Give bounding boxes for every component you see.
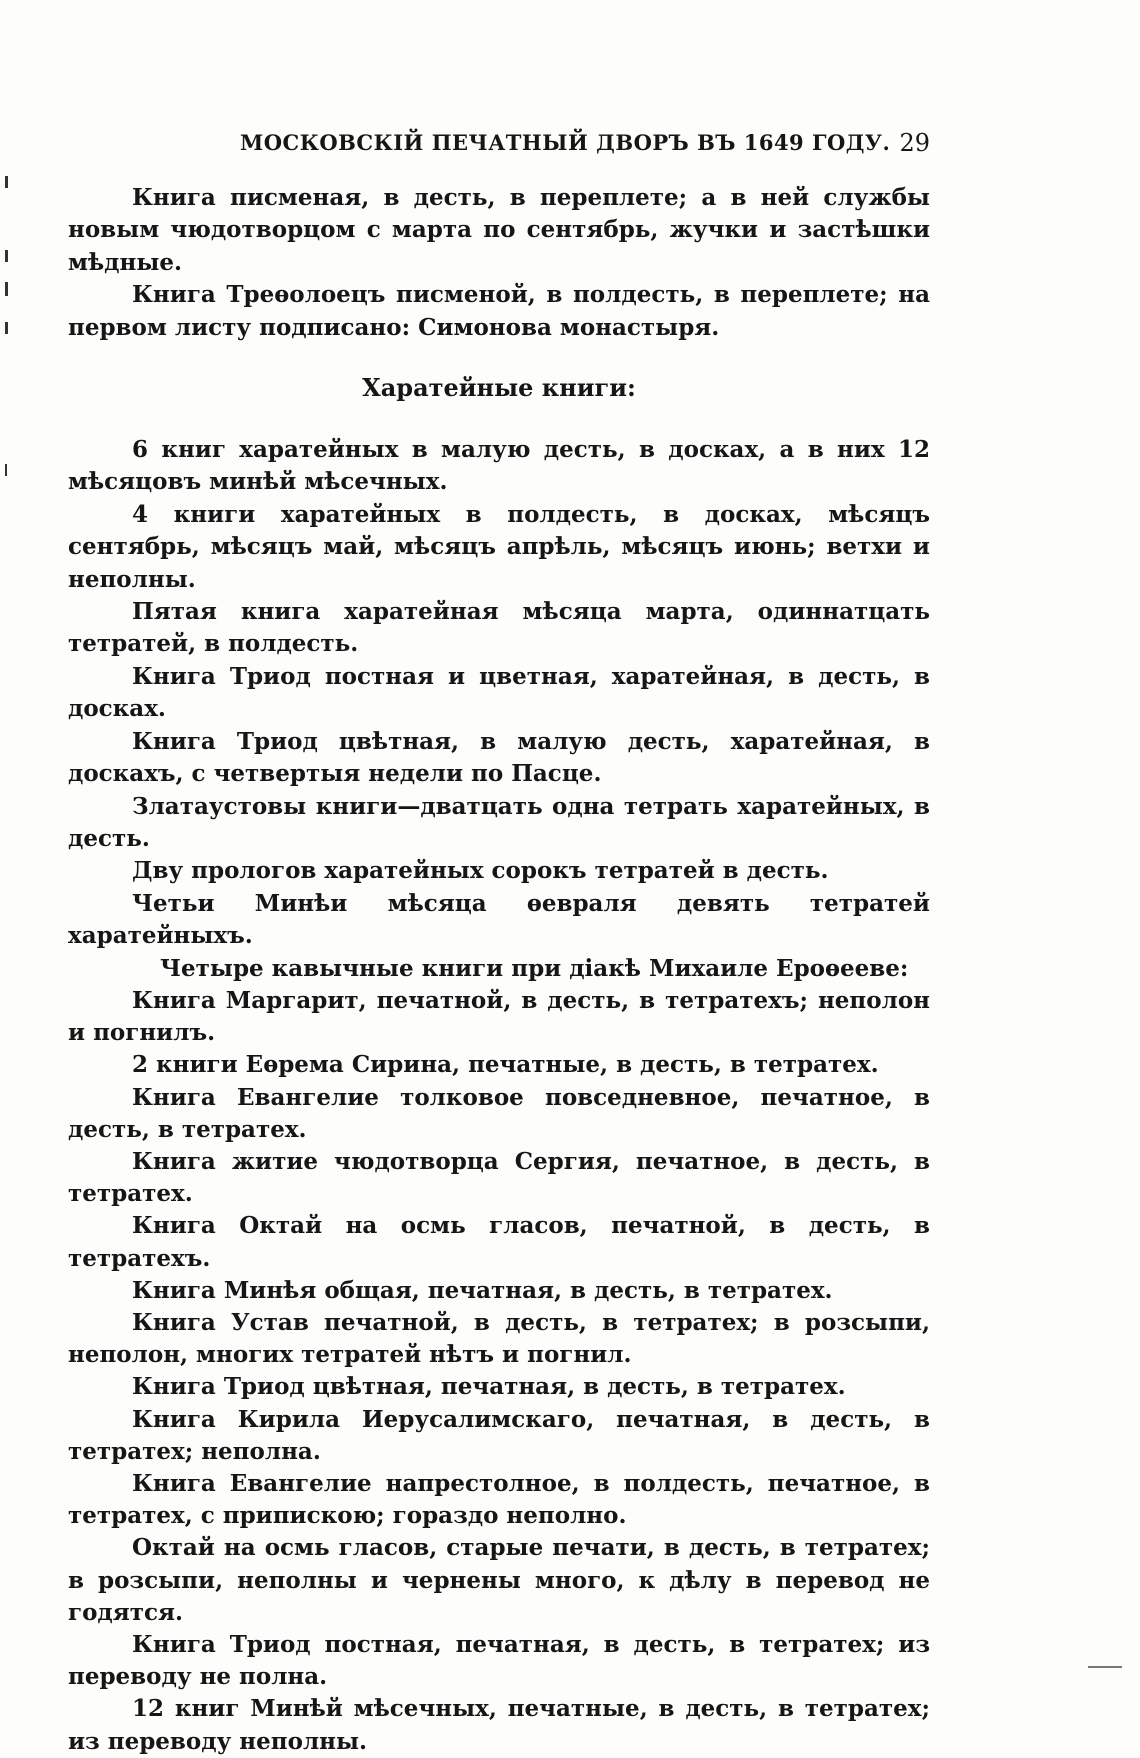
margin-mark [5,176,8,188]
paragraph: Златаустовы книги—дватцать одна тетрать харатейных, в десть. [68,792,930,852]
body-text [68,182,930,1758]
page-number: 29 [899,129,930,157]
paragraph: Книга Минѣя общая, печатная, в десть, в тетратех. [132,1276,833,1304]
section-heading: Харатейные книги: [362,373,636,403]
running-title: МОСКОВСКІЙ ПЕЧАТНЫЙ ДВОРЪ ВЪ 1649 ГОДУ. [240,130,891,155]
paragraph: Книга Устав печатной, в десть, в тетратех; в розсыпи, неполон, многих тетратей нѣтъ и погнил. [68,1308,930,1369]
paragraph: 6 книг харатейных в малую десть, в досках, а в них 12 мѣсяцовъ минѣй мѣсечных. [68,436,930,496]
subheading: Четыре кавычные книги при діакѣ Михаиле Ероѳееве: [160,954,909,982]
paragraph: Книга Октай на осмь гласов, печатной, в десть, в тетратехъ. [68,1212,930,1272]
scan-dash-mark [1088,1666,1122,1668]
paragraph: Книга Триод цвѣтная, печатная, в десть, в тетратех. [132,1373,846,1401]
paragraph: Книга Триод постная и цветная, харатейная, в десть, в досках. [68,662,930,723]
paragraph: Книга Триод постная, печатная, в десть, в тетратех; из переводу не полна. [68,1631,930,1691]
paragraph: Октай на осмь гласов, старые печати, в десть, в тетратех; в розсыпи, неполны и чернены много, к дѣлу в перевод не годятся. [68,1534,930,1626]
paragraph: 12 книг Минѣй мѣсечных, печатные, в десть, в тетратех; из переводу неполны. [68,1695,930,1755]
paragraph: 4 книги харатейных в полдесть, в досках, мѣсяцъ сентябрь, мѣсяцъ май, мѣсяцъ апрѣль, мѣсяцъ июнь; ветхи и неполны. [68,500,930,593]
paragraph: Книга Триод цвѣтная, в малую десть, харатейная, в доскахъ, с четвертыя недели по Пасце. [68,727,930,788]
paragraph: Книга Евангелие толковое повседневное, печатное, в десть, в тетратех. [68,1083,930,1143]
margin-mark [5,282,8,296]
paragraph: Четьи Минѣи мѣсяца ѳевраля девять тетратей харатейныхъ. [68,889,930,950]
paragraph: Книга Евангелие напрестолное, в полдесть, печатное, в тетратех, с припискою; гораздо неполно. [68,1469,930,1530]
paragraph: Книга житие чюдотворца Сергия, печатное, в десть, в тетратех. [68,1147,930,1208]
paragraph: Книга Кирила Иерусалимскаго, печатная, в десть, в тетратех; неполна. [68,1405,930,1465]
paragraph: Пятая книга харатейная мѣсяца марта, одиннатцать тетратей, в полдесть. [68,598,930,658]
paragraph: 2 книги Еѳрема Сирина, печатные, в десть, в тетратех. [132,1051,879,1079]
paragraph: Дву прологов харатейных сорокъ тетратей в десть. [132,857,829,885]
paragraph: Книга Треѳолоецъ писменой, в полдесть, в переплете; на первом листу подписано: Симонова монастыря. [68,281,930,341]
running-header [68,126,930,160]
paragraph: Книга писменая, в десть, в переплете; а в ней службы новым чюдотворцом с марта по сентябрь, жучки и застѣшки мѣдные. [68,184,930,276]
margin-mark [5,464,7,476]
margin-mark [5,250,8,262]
paragraph: Книга Маргарит, печатной, в десть, в тетратехъ; неполон и погнилъ. [68,986,930,1047]
margin-mark [5,322,8,334]
